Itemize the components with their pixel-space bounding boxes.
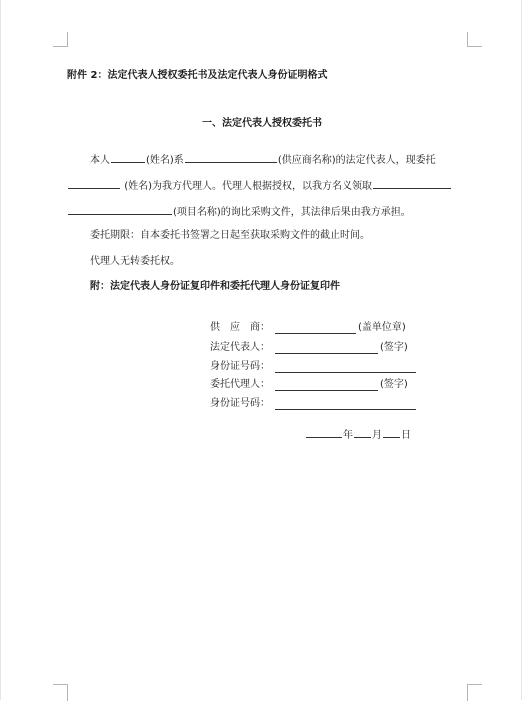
para1-line2 <box>67 177 452 194</box>
crop-mark-bottom-left <box>53 684 68 701</box>
attachment-note: 附：法定代表人身份证复印件和委托代理人身份证复印件 <box>90 281 340 292</box>
agent-note: (签字) <box>380 379 408 390</box>
para1-text-4: (姓名)为我方代理人。代理人根据授权，以我方名义领取 <box>124 181 372 192</box>
name-blank[interactable] <box>111 151 145 163</box>
para1-text-5: (项目名称)的询比采购文件，其法律后果由我方承担。 <box>173 207 411 218</box>
project-name-blank[interactable] <box>68 203 172 215</box>
day-blank[interactable] <box>383 426 400 438</box>
id-number-line-1[interactable] <box>275 371 416 373</box>
id-number-label-2: 身份证号码： <box>210 398 270 409</box>
section-heading: 一、法定代表人授权委托书 <box>202 118 322 129</box>
para3-no-subdelegation: 代理人无转委托权。 <box>90 256 180 267</box>
agent-name-blank[interactable] <box>68 177 120 189</box>
crop-mark-bottom-right <box>467 684 482 701</box>
supplier-signature-line[interactable] <box>275 332 356 334</box>
crop-mark-top-right <box>467 32 482 47</box>
legal-rep-note: (签字) <box>380 342 408 353</box>
agent-label: 委托代理人： <box>210 379 270 390</box>
para1-text-2: (姓名)系 <box>146 155 184 166</box>
agent-signature-line[interactable] <box>275 389 378 391</box>
supplier-note: (盖单位章) <box>358 322 406 333</box>
supplier-name-blank[interactable] <box>185 151 277 163</box>
year-blank[interactable] <box>306 426 342 438</box>
date-line <box>305 426 411 443</box>
para1-line3 <box>67 203 411 220</box>
day-label: 日 <box>401 430 411 441</box>
year-label: 年 <box>343 430 353 441</box>
para1-line1 <box>90 151 436 168</box>
para2-term: 委托期限：自本委托书签署之日起至获取采购文件的截止时间。 <box>90 230 370 241</box>
para1-text-3: (供应商名称)的法定代表人，现委托 <box>277 155 436 166</box>
legal-rep-label: 法定代表人： <box>210 342 270 353</box>
crop-mark-top-left <box>53 32 68 47</box>
para1-text-1: 本人 <box>90 155 110 166</box>
month-blank[interactable] <box>354 426 371 438</box>
supplier-label: 供 应 商： <box>210 322 270 333</box>
month-label: 月 <box>372 430 382 441</box>
collect-blank[interactable] <box>373 177 451 189</box>
id-number-label-1: 身份证号码： <box>210 361 270 372</box>
id-number-line-2[interactable] <box>275 408 416 410</box>
legal-rep-signature-line[interactable] <box>275 352 378 354</box>
document-title: 附件 2：法定代表人授权委托书及法定代表人身份证明格式 <box>67 70 328 81</box>
